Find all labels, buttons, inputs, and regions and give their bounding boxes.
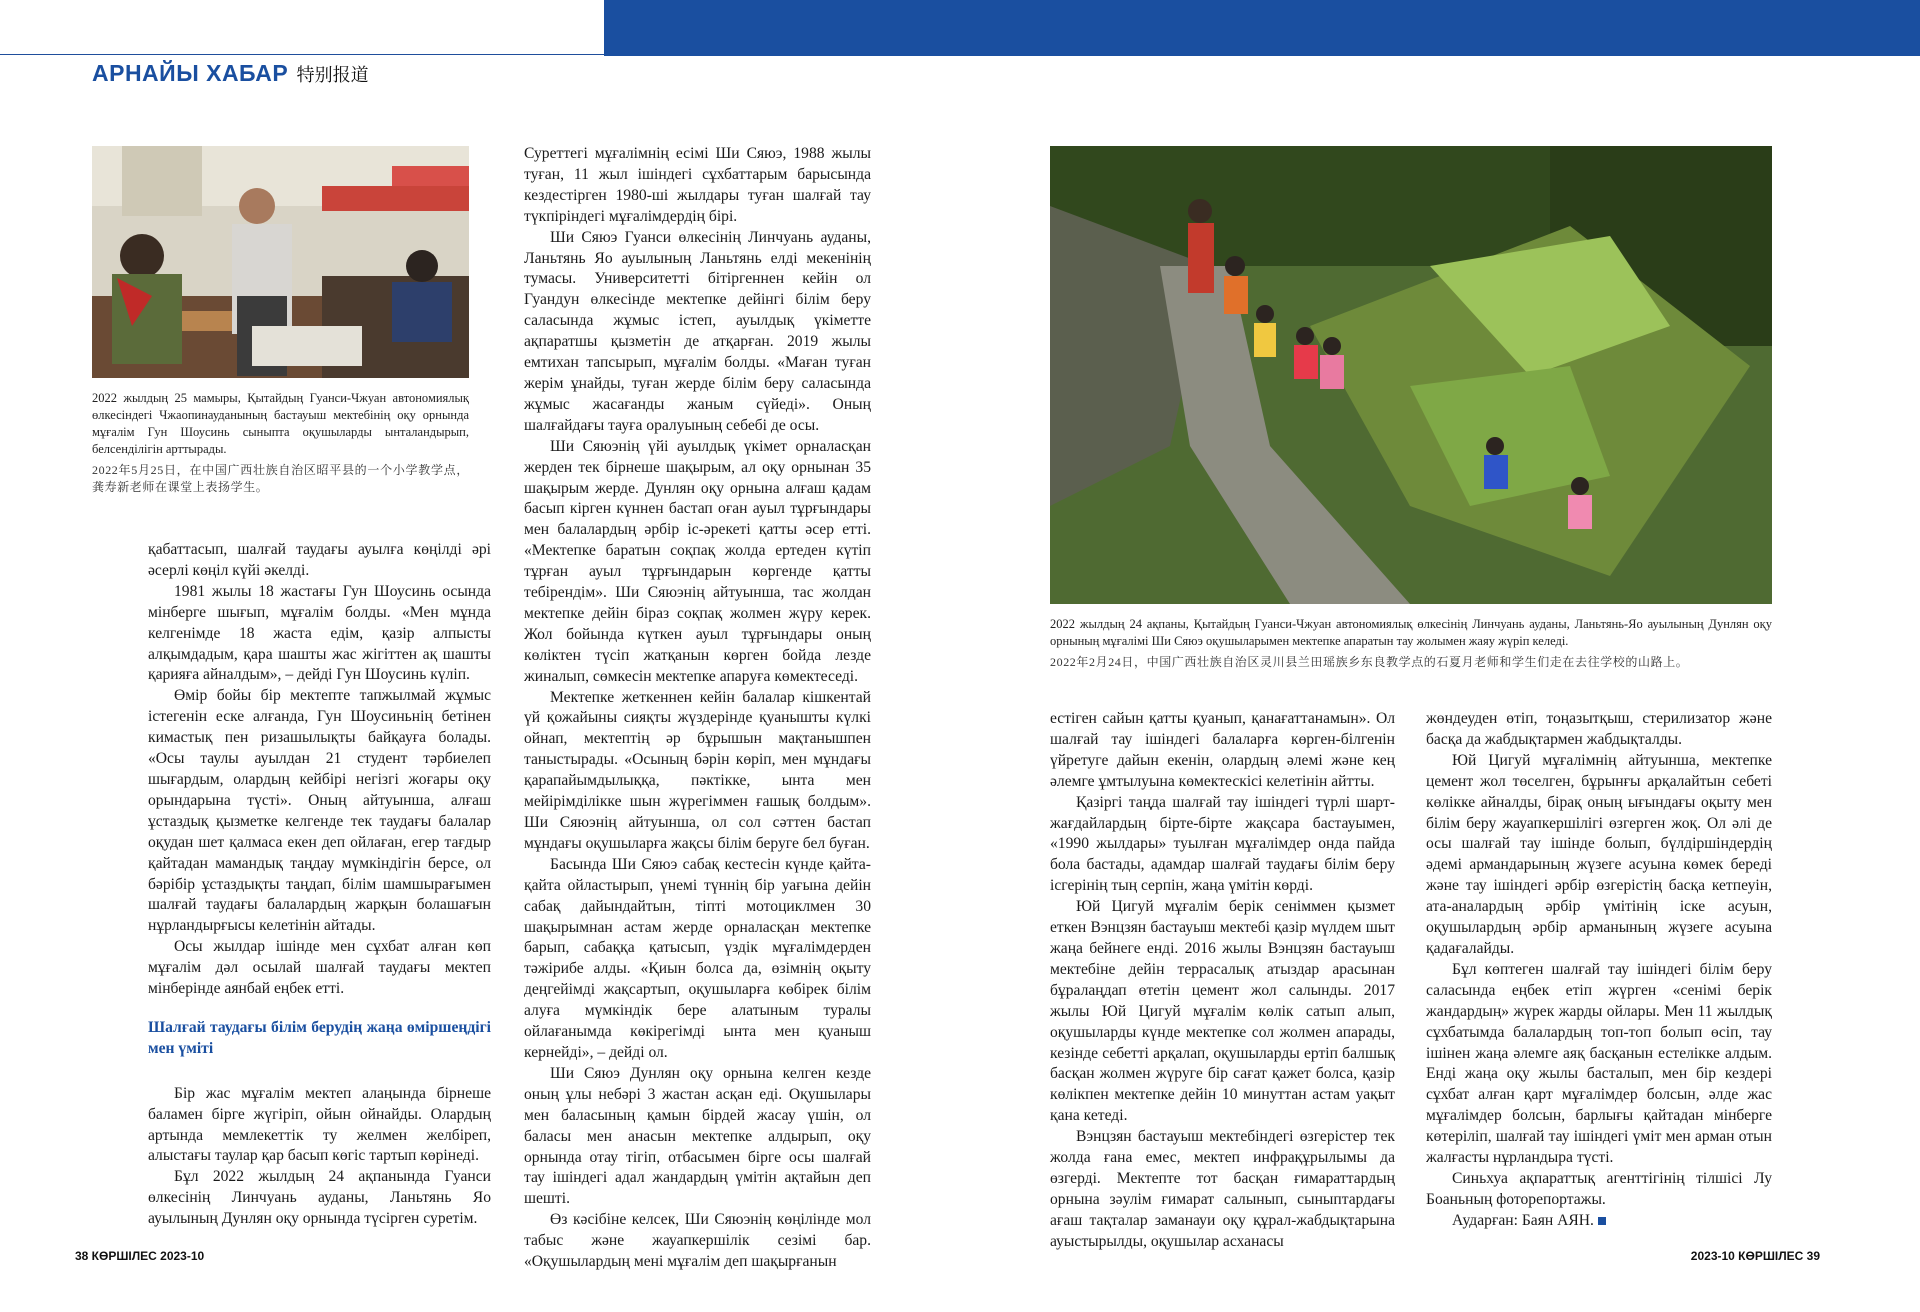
paragraph: Ши Сяюэ Гуанси өлкесінің Линчуань ауданы, Ланьтянь Яо ауылының Ланьтянь елді мекенінің тумасы. Университетті бітіргеннен кейін ол Гуандун өлкесінде мектепке дейінгі білім беру саласында жұмыс істеп, ауылдық үкіметте ақпаратшы қызметін де атқарған. 2019 жылы емтихан тапсырып, мұғалім болды. «Маған туған жерім ұнайды, туған жерде білім беру саласында жұмыс жасағанды жаным сүйеді». Оның шалғайдағы тауға оралуының себебі де осы. <box>524 228 871 434</box>
mountain-path-photo <box>1050 146 1772 604</box>
section-header <box>92 60 369 87</box>
photo2-caption-cn: 2022年2月24日，中国广西壮族自治区灵川县兰田瑶族乡东良教学点的石夏月老师和学生们走在去往学校的山路上。 <box>1050 655 1689 669</box>
paragraph: Синьхуа ақпараттық агенттігінің тілшісі Лу Боаньның фоторепортажы. <box>1426 1169 1772 1208</box>
paragraph: қабаттасып, шалғай таудағы ауылға көңілді әрі әсерлі көңіл күйі әкелді. <box>148 541 491 579</box>
article-column-1 <box>148 540 491 1230</box>
photo1-caption <box>92 390 469 496</box>
paragraph: Басында Ши Сяюэ сабақ кестесін күнде қайта-қайта ойластырып, үнемі түннің бір уағына дейін сабақ дайындайтын, тіпті мотоциклмен 30 шақырымнан астам жерде орналасқан мектепке барып, сабаққа қатысып, үздік мұғалімдерден тәжірибе алды. «Қиын болса да, өзімнің оқыту деңгейімді жақсартып, оқушыларға көбірек білім алуға мүмкіндік бере алатыным туралы ойлағанымда көкірегімді ынта мен қуаныш кернейді», – дейді ол. <box>524 855 871 1061</box>
paragraph: Осы жылдар ішінде мен сұхбат алған көп мұғалім дәл осылай шалғай таудағы мектеп мінберінде аянбай еңбек етті. <box>148 938 491 998</box>
paragraph: Ши Сяюэнің үйі ауылдық үкімет орналасқан жерден тек бірнеше шақырым, ал оқу орнынан 35 шақырым жерде. Дунлян оқу орнына алғаш қадам басып кірген күннен бастап оған ауыл тұрғындары мен балалардың әрбір іс-әрекеті қатты әсер етті. «Мектепке баратын соқпақ жолда ертеден күтіп тұрған ауыл тұрғындарын көргенде қатты тебірендім». Ши Сяюэнің айтуынша, тас жолдан мектепке дейін біраз соқпақ жолмен жүру керек. Жол бойында күткен ауыл тұрғындары оның көліктен түсіп жатқанын көрген бойда лезде жиналып, сөмкесін мектепке апаруға көмектеседі. <box>524 437 871 685</box>
classroom-photo <box>92 146 469 378</box>
footer-left: 38 КӨРШІЛЕС 2023-10 <box>75 1249 205 1263</box>
paragraph: Өмір бойы бір мектепте тапжылмай жұмыс істегенін еске алғанда, Гун Шоусиньнің бетінен кимастық пен ризашылықты байқауға болады. «Осы таулы ауылдан 21 студент тәрбиелеп шығардым, олардың кейбірі негізгі жоғары оқу орындарына түсті». Оның айтуынша, алғаш ұстаздық қызметке келгенде тек таудағы балалар оқудан шет қалмаса екен деп ойлаған, егер тағдыр қайтадан мамандық таңдау мүмкіндігін берсе, ол бәрібір ұстаздықты таңдап, білім шамшырағымен шалғай таудағы балалардың жарқын болашағын нұрландырғысы келетінін айтады. <box>148 687 491 935</box>
paragraph: Ши Сяюэ Дунлян оқу орнына келген кезде оның ұлы небәрі 3 жастан асқан еді. Оқушылары мен баласының қамын бірдей жасау үшін, ол баласы мен анасын мектепке алдырып, оқу орнында отау тігіп, отбасымен бірге осы шалғай тау ішіндегі адал жандардың үмітін ақтайын деп шешті. <box>524 1064 871 1208</box>
section-title-kz: АРНАЙЫ ХАБАР <box>92 60 289 86</box>
paragraph: естіген сайын қатты қуанып, қанағаттанамын». Ол шалғай тау ішіндегі балаларға көрген-білгенін үйретуге дайын екенін, олардың әлемі және кең әлемге ұмтылуына көмектескісі келетінін айтты. <box>1050 710 1395 790</box>
article-column-3 <box>1050 709 1395 1253</box>
paragraph: Вэнцзян бастауыш мектебіндегі өзгерістер тек жолда ғана емес, мектеп инфрақұрылымы да өзгерді. Мектепте тот басқан ғимараттардың орнына зәулім ғимарат салынып, сыныптардағы ағаш тақталар заманауи оқу құрал-жабдықтарына ауыстырылды, оқушылар асханасы <box>1050 1128 1395 1250</box>
paragraph: Бұл көптеген шалғай тау ішіндегі білім беру саласында еңбек етіп жүрген «сенімі берік жандардың» жүрек жарды ойлары. Мен 11 жылдық сұхбатымда балалардың топ-топ болып өсіп, тау ішінен жаңа әлемге аяқ басқанын естелікке алдым. Енді жаңа оқу жылы басталып, мен бір кездері сұхбат алған қарт мұғалімдер болсын, әлде жас мұғалімдер болсын, барлығы қайтадан мінберге көтеріліп, шалғай тау ішіндегі үміт мен арман отын жалғасты нұрландыра түсті. <box>1426 960 1772 1167</box>
paragraph: Мектепке жеткеннен кейін балалар кішкентай үй қожайыны сияқты жүздерінде қуанышты күлкі ойнап, мектептің әр бұрышын мақтанышпен таныстырады. «Осының бәрін көріп, мен мұндағы қарапайымдылыққа, пәктікке, ынта мен мейірімділікке шын жүрегіммен ғашық болдым». Ши Сяюэнің айтуынша, ол сол сәттен бастап мұндағы оқушыларға жақсы білім беруге бел буған. <box>524 688 871 852</box>
paragraph: Өз кәсібіне келсек, Ши Сяюэнің көңілінде мол табыс және жауапкершілік сезімі бар. «Оқушылардың мені мұғалім деп шақырғанын <box>524 1211 871 1271</box>
translator-credit <box>1426 1211 1772 1232</box>
paragraph: Суреттегі мұғалімнің есімі Ши Сяюэ, 1988 жылы туған, 11 жыл ішіндегі сұхбаттарым барысында кездестірген 1980-ші жылдары туған шалғай тау түкпіріндегі мұғалімдердің бірі. <box>524 145 871 225</box>
paragraph: Юй Цигуй мұғалімнің айтуынша, мектепке цемент жол төселген, бұрынғы арқалайтын себеті көлікке айналды, бірақ оның ығындағы оқыту мен білім беру жауапкершілігі өзгерген жоқ. Ол әлі де осы шалғай тау ішінде болып, бүлдіршіндердің әдемі армандарының жүзеге асуына көмек береді және тау ішіндегі әрбір өзгерістің басқа кетпеуін, ата-аналардың әрбір үмітінің іске асуын, оқушылардың әрбір арманының жүзеге асуына қадағалайды. <box>1426 751 1772 957</box>
paragraph: Бір жас мұғалім мектеп алаңында бірнеше баламен бірге жүгіріп, ойын ойнайды. Олардың артында мемлекеттік ту желмен желбіреп, алыстағы таулар қар басып көгіс тартып көрінеді. <box>148 1084 491 1165</box>
translator-text: Аударған: Баян АЯН. <box>1452 1211 1594 1229</box>
photo2-caption-kz: 2022 жылдың 24 ақпаны, Қытайдың Гуанси-Чжуан автономиялық өлкесінің Линчуань ауданы, Ланьтянь-Яо ауылының Дунлян оқу орнының мұғалімі Ши Сяюэ оқушыларымен мектепке апаратын тау жолымен жаяу жүріп келеді. <box>1050 617 1772 648</box>
paragraph: 1981 жылы 18 жастағы Гун Шоусинь осында мінберге шығып, мұғалім болды. «Мен мұнда келгенімде 18 жаста едім, қазір алпысты алқымдадым, қара шашты жас жігіттен ақ шашты қарияға айналдым», – дейді Гун Шоусинь күліп. <box>148 582 491 684</box>
photo1-caption-kz: 2022 жылдың 25 мамыры, Қытайдың Гуанси-Чжуан автономиялық өлкесіндегі Чжаопинауданының бастауыш мектебінің оқу орнында мұғалім Гун Шоусинь сыныпта оқушыларды ынталандырып, белсенділігін арттырады. <box>92 391 469 456</box>
footer-right: 2023-10 КӨРШІЛЕС 39 <box>1690 1249 1820 1263</box>
article-column-2 <box>524 144 871 1273</box>
section-subtitle: Шалғай таудағы білім берудің жаңа өміршеңдігі мен үміті <box>148 1018 491 1057</box>
header-color-band <box>604 0 1920 56</box>
article-column-4 <box>1426 709 1772 1232</box>
header-rule <box>0 54 604 55</box>
end-mark-icon <box>1598 1217 1606 1225</box>
paragraph: Қазіргі таңда шалғай тау ішіндегі түрлі шарт-жағдайлардың бірте-бірте жақсара бастауымен, «1990 жылдары» туылған мұғалімдер онда пайда бола бастады, адамдар шалғай таудағы білім беру ісгерінің тың серпін, жаңа үмітін көрді. <box>1050 793 1395 895</box>
photo1-caption-cn: 2022年5月25日，在中国广西壮族自治区昭平县的一个小学教学点，龚寿新老师在课堂上表扬学生。 <box>92 463 469 494</box>
section-title-cn: 特别报道 <box>296 65 369 85</box>
photo2-caption <box>1050 616 1772 671</box>
paragraph: Бұл 2022 жылдың 24 ақпанында Гуанси өлкесінің Линчуань ауданы, Ланьтянь Яо ауылының Дунлян оқу орнында түсірген суретім. <box>148 1168 491 1228</box>
paragraph: Юй Цигуй мұғалім берік сеніммен қызмет еткен Вэнцзян бастауыш мектебі қазір мүлдем шыт жаңа бейнеге енді. 2016 жылы Вэнцзян бастауыш мектебіне дейін террасалық атыздар арасынан бұралаңдап өтетін цемент жол салынды. 2017 жылы Юй Цигуй мұғалім көлік сатып алып, оқушыларды күнде мектепке сол жолмен апарады, кезінде себетті арқалап, оқушыларды ертіп балшық басқан жолмен жүруге бір сағат қажет болса, қазір көлікпен мектепке дейін 10 минуттан астам уақыт қана кетеді. <box>1050 898 1395 1125</box>
paragraph: жөндеуден өтіп, тоңазытқыш, стерилизатор және басқа да жабдықтармен жабдықталды. <box>1426 710 1772 748</box>
